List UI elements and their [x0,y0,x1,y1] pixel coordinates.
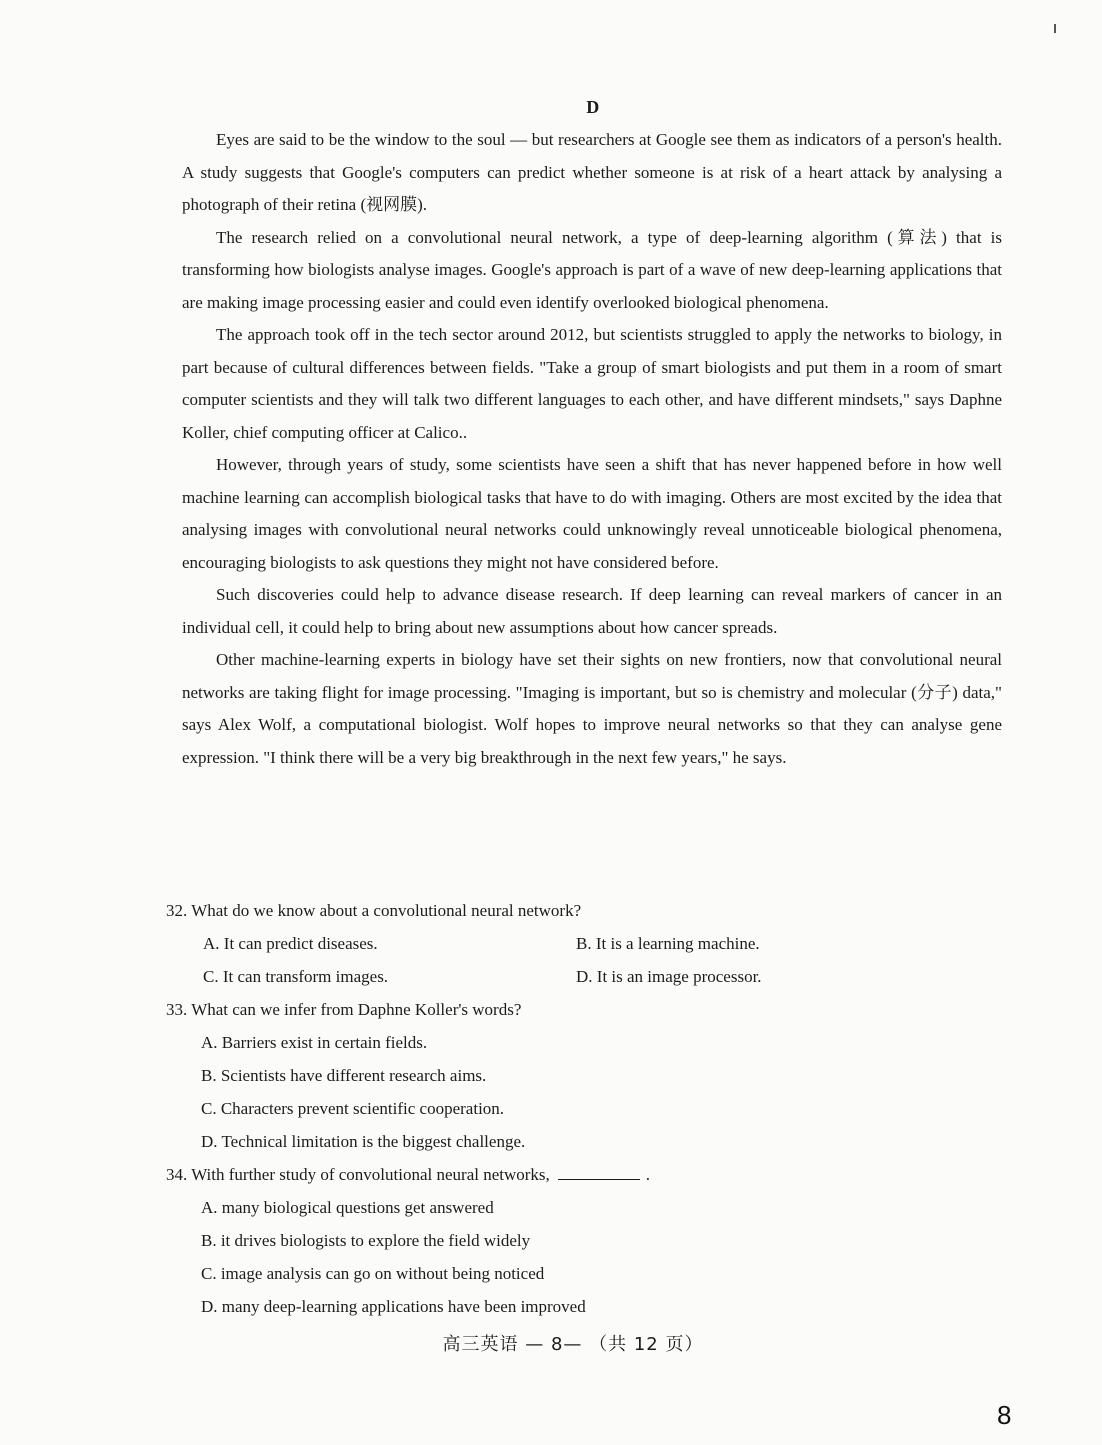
option-b: B. Scientists have different research aims. [201,1066,487,1085]
question-33 [166,993,1006,1158]
page-number: 8 [997,1400,1012,1430]
question-stem: 33. What can we infer from Daphne Koller's words? [166,1000,522,1019]
paragraph-2: The research relied on a convolutional neural network, a type of deep-learning algorithm (算法) that is transforming how biologists analyse images. Google's approach is part of a wave of new deep-learning applications that are making image processing easier and could even identify overlooked biological phenomena. [182,227,1002,312]
reading-passage [182,124,1002,774]
paragraph-6: Other machine-learning experts in biology have set their sights on new frontiers, now that convolutional neural networks are taking flight for image processing. "Imaging is important, but so is chemistry and molecular (分子) data," says Alex Wolf, a computational biologist. Wolf hopes to improve neural networks so that they can analyse gene expression. "I think there will be a very big breakthrough in the next few years," he says. [182,650,1002,767]
paragraph-3: The approach took off in the tech sector around 2012, but scientists struggled to apply the networks to biology, in part because of cultural differences between fields. "Take a group of smart biologists and put them in a room of smart computer scientists and they will talk two different languages to each other, and have different mindsets," says Daphne Koller, chief computing officer at Calico.. [182,325,1002,442]
question-stem-text: 34. With further study of convolutional neural networks, [166,1165,550,1184]
option-row [166,960,1006,993]
question-stem [166,1158,1006,1191]
question-stem: 32. What do we know about a convolutional neural network? [166,901,582,920]
option-d: D. many deep-learning applications have been improved [201,1297,586,1316]
option-d: D. It is an image processor. [576,967,762,986]
scan-mark [1054,24,1056,33]
option-c: C. image analysis can go on without being noticed [201,1264,545,1283]
question-34 [166,1158,1006,1323]
section-label: D [586,97,600,117]
question-stem-end: . [645,1165,651,1184]
paragraph-4: However, through years of study, some scientists have seen a shift that has never happened before in how well machine learning can accomplish biological tasks that have to do with imaging. Others are most excited by the idea that analysing images with convolutional neural networks could unknowingly reveal unnoticeable biological phenomena, encouraging biologists to ask questions they might not have considered before. [182,455,1002,572]
option-row [166,927,1006,960]
option-a: A. many biological questions get answered [201,1198,494,1217]
option-b: B. it drives biologists to explore the field widely [201,1231,531,1250]
option-c: C. It can transform images. [203,967,389,986]
option-d: D. Technical limitation is the biggest challenge. [201,1132,526,1151]
paragraph-1: Eyes are said to be the window to the soul — but researchers at Google see them as indicators of a person's health. A study suggests that Google's computers can predict whether someone is at risk of a heart attack by analysing a photograph of their retina (视网膜). [182,130,1002,214]
option-a: A. Barriers exist in certain fields. [201,1033,428,1052]
option-a: A. It can predict diseases. [203,934,378,953]
question-32 [166,894,1006,993]
question-list [166,894,1006,1323]
page-footer: 高三英语 — 8— （共 12 页） [442,1334,704,1355]
paragraph-5: Such discoveries could help to advance disease research. If deep learning can reveal markers of cancer in an individual cell, it could help to bring about new assumptions about how cancer spreads. [182,585,1002,637]
answer-blank [558,1165,640,1180]
option-c: C. Characters prevent scientific cooperation. [201,1099,505,1118]
option-b: B. It is a learning machine. [576,934,760,953]
